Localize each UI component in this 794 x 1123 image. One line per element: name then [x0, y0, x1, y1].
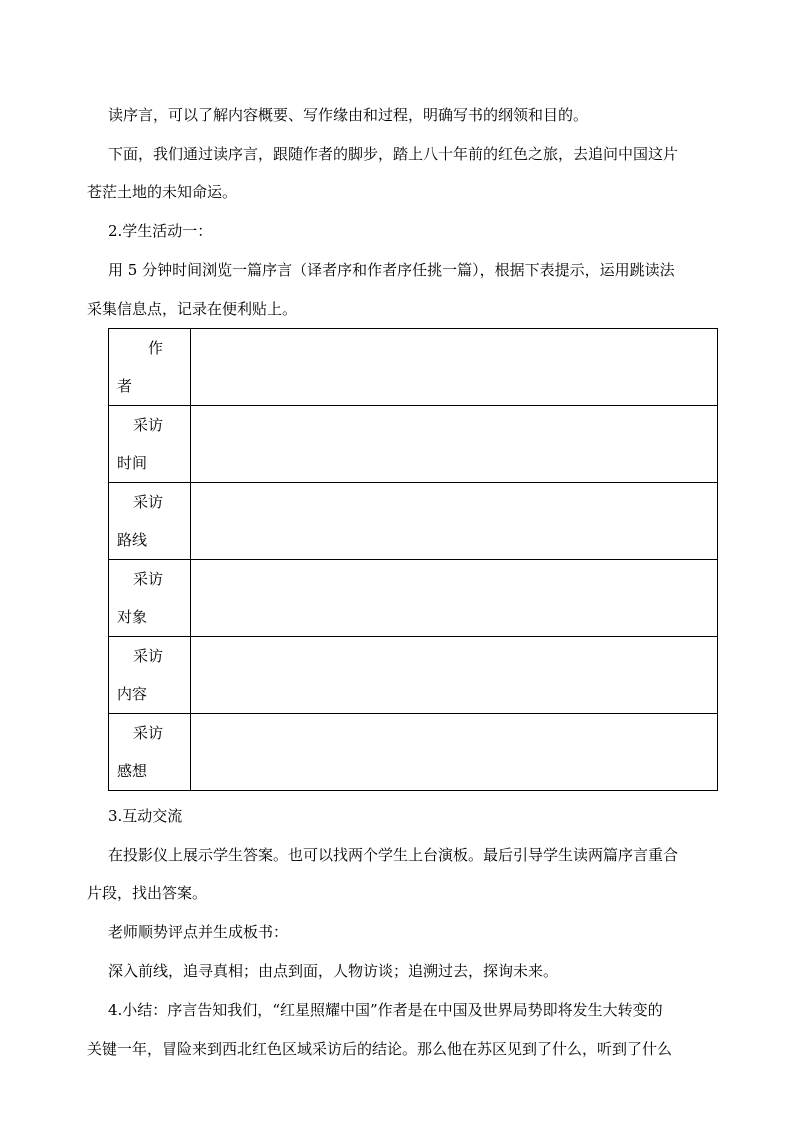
row-label: [109, 406, 191, 483]
row-label-bottom: 者: [117, 377, 133, 395]
row-label: [109, 483, 191, 560]
paragraph-task-line2: 采集信息点，记录在便利贴上。: [87, 300, 298, 318]
info-table: [108, 328, 718, 791]
row-label: [109, 560, 191, 637]
heading-student-activity: 2.学生活动一：: [108, 222, 213, 240]
row-value-cell[interactable]: [191, 406, 718, 483]
row-value-cell[interactable]: [191, 637, 718, 714]
row-value-cell[interactable]: [191, 714, 718, 791]
row-label-top: 作: [147, 339, 163, 357]
paragraph-teacher: 老师顺势评点并生成板书：: [108, 923, 289, 941]
row-value-cell[interactable]: [191, 483, 718, 560]
row-label-top: 采访: [132, 493, 163, 511]
table-row: [109, 483, 718, 560]
table-row: [109, 406, 718, 483]
row-label-bottom: 内容: [117, 685, 148, 703]
table-row: [109, 637, 718, 714]
row-label-bottom: 时间: [117, 454, 148, 472]
paragraph-summary-line2: 关键一年，冒险来到西北红色区域采访后的结论。那么他在苏区见到了什么，听到了什么: [87, 1040, 673, 1058]
table-row: [109, 560, 718, 637]
row-label: [109, 329, 191, 406]
row-label-bottom: 路线: [117, 531, 148, 549]
paragraph-summary-line1: 4.小结：序言告知我们，“红星照耀中国”作者是在中国及世界局势即将发生大转变的: [108, 1001, 663, 1019]
paragraph-task-line1: 用 5 分钟时间浏览一篇序言（译者序和作者序任挑一篇），根据下表提示，运用跳读法: [108, 261, 675, 279]
row-value-cell[interactable]: [191, 329, 718, 406]
row-value-cell[interactable]: [191, 560, 718, 637]
row-label: [109, 714, 191, 791]
row-label-bottom: 感想: [117, 762, 148, 780]
row-label-top: 采访: [132, 416, 163, 434]
table-row: [109, 329, 718, 406]
row-label-top: 采访: [132, 647, 163, 665]
row-label-top: 采访: [132, 570, 163, 588]
heading-interaction: 3.互动交流: [108, 807, 183, 825]
paragraph-projector-line2: 片段，找出答案。: [87, 884, 208, 902]
paragraph-intro: 读序言，可以了解内容概要、写作缘由和过程，明确写书的纲领和目的。: [108, 106, 589, 124]
table-row: [109, 714, 718, 791]
paragraph-next-line2: 苍茫土地的未知命运。: [87, 183, 238, 201]
row-label-bottom: 对象: [117, 608, 148, 626]
row-label: [109, 637, 191, 714]
paragraph-projector-line1: 在投影仪上展示学生答案。也可以找两个学生上台演板。最后引导学生读两篇序言重合: [108, 846, 679, 864]
paragraph-board: 深入前线，追寻真相；由点到面，人物访谈；追溯过去，探询未来。: [108, 962, 559, 980]
row-label-top: 采访: [132, 724, 163, 742]
paragraph-next-line1: 下面，我们通过读序言，跟随作者的脚步，踏上八十年前的红色之旅，去追问中国这片: [108, 145, 679, 163]
